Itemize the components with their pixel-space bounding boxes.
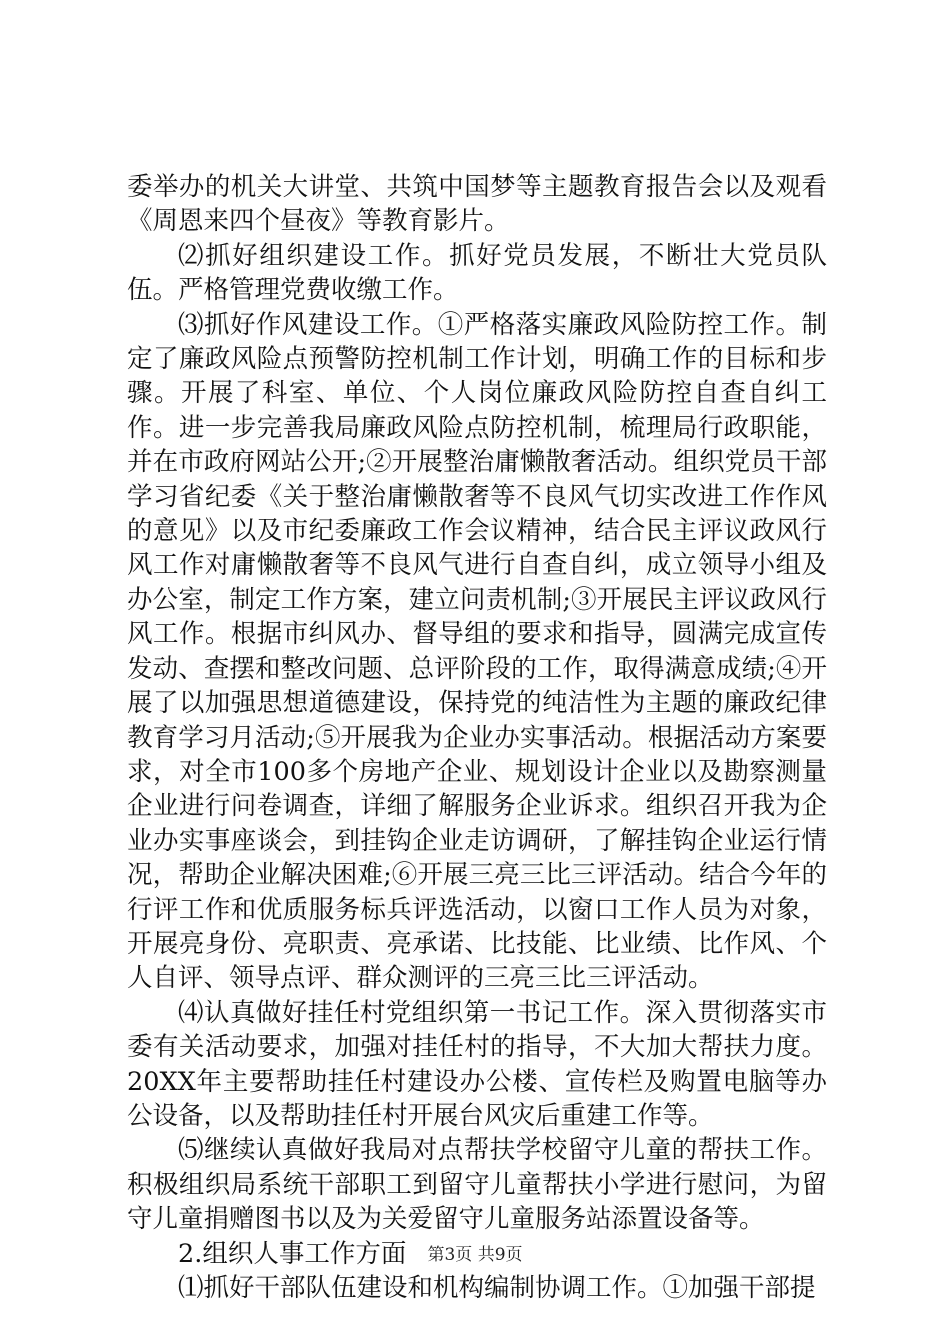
document-body xyxy=(127,170,827,1305)
section-heading: 2.组织人事工作方面 xyxy=(178,1238,407,1269)
paragraph-6: ⑴抓好干部队伍建设和机构编制协调工作。①加强干部提 xyxy=(178,1273,816,1303)
paragraph-3: ⑶抓好作风建设工作。①严格落实廉政风险防控工作。制定了廉政风险点预警防控机制工作计划，明确工作的目标和步骤。开展了科室、单位、个人岗位廉政风险防控自查自纠工作。进一步完善我局廉政风险点防控机制，梳理局行政职能，并在市政府网站公开;②开展整治庸懒散奢活动。组织党员干部学习省纪委《关于整治庸懒散奢等不良风气切实改进工作作风的意见》以及市纪委廉政工作会议精神，结合民主评议政风行风工作对庸懒散奢等不良风气进行自查自纠，成立领导小组及办公室，制定工作方案，建立问责机制;③开展民主评议政风行风工作。根据市纠风办、督导组的要求和指导，圆满完成宣传发动、查摆和整改问题、总评阶段的工作，取得满意成绩;④开展了以加强思想道德建设，保持党的纯洁性为主题的廉政纪律教育学习月活动;⑤开展我为企业办实事活动。根据活动方案要求，对全市100多个房地产企业、规划设计企业以及勘察测量企业进行问卷调查，详细了解服务企业诉求。组织召开我为企业办实事座谈会，到挂钩企业走访调研，了解挂钩企业运行情况，帮助企业解决困难;⑥开展三亮三比三评活动。结合今年的行评工作和优质服务标兵评选活动，以窗口工作人员为对象，开展亮身份、亮职责、亮承诺、比技能、比业绩、比作风、个人自评、领导点评、群众测评的三亮三比三评活动。 xyxy=(127,309,827,994)
page-footer: 第3页 共9页 xyxy=(427,1245,523,1265)
paragraph-4: ⑷认真做好挂任村党组织第一书记工作。深入贯彻落实市委有关活动要求，加强对挂任村的指导，不大加大帮扶力度。20XX年主要帮助挂任村建设办公楼、宣传栏及购置电脑等办公设备，以及帮助挂任村开展台风灾后重建工作等。 xyxy=(127,997,827,1131)
paragraph-5: ⑸继续认真做好我局对点帮扶学校留守儿童的帮扶工作。积极组织局系统干部职工到留守儿童帮扶小学进行慰问，为留守儿童捐赠图书以及为关爱留守儿童服务站添置设备等。 xyxy=(127,1135,827,1235)
paragraph-2: ⑵抓好组织建设工作。抓好党员发展，不断壮大党员队伍。严格管理党费收缴工作。 xyxy=(127,240,827,306)
paragraph-1: 委举办的机关大讲堂、共筑中国梦等主题教育报告会以及观看《周恩来四个昼夜》等教育影片。 xyxy=(127,172,827,237)
